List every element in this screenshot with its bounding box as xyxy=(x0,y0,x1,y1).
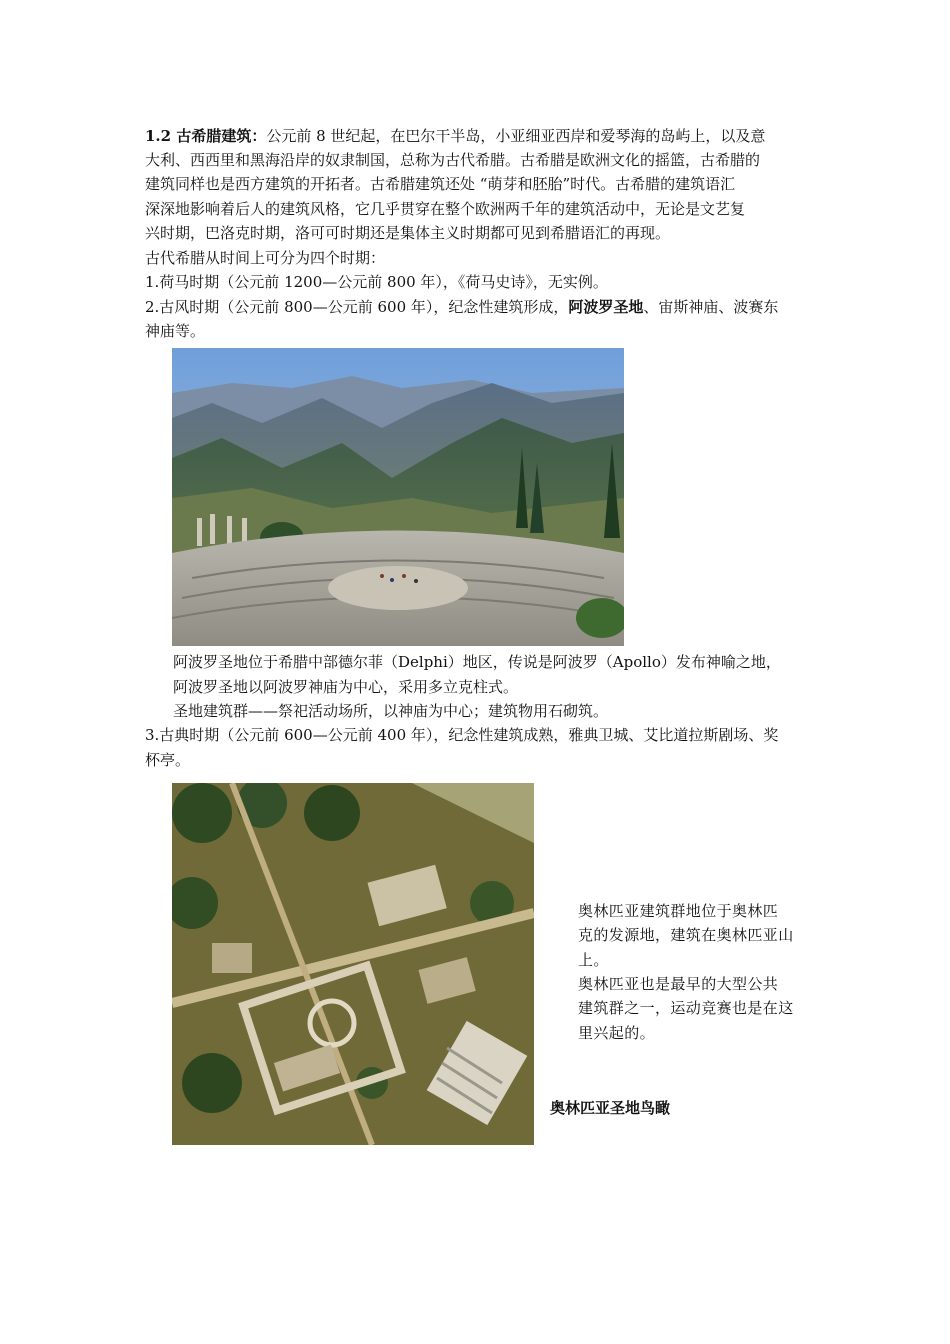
period-2-line-1: 2.古风时期（公元前 800—公元前 600 年），纪念性建筑形成，阿波罗圣地、宙斯神庙、波赛东 xyxy=(145,298,779,316)
delphi-line-3: 圣地建筑群——祭祀活动场所，以神庙为中心；建筑物用石砌筑。 xyxy=(173,702,609,720)
intro-line-3: 建筑同样也是西方建筑的开拓者。古希腊建筑还处 “萌芽和胚胎”时代。古希腊的建筑语汇 xyxy=(145,175,736,193)
delphi-theater-photo xyxy=(172,348,624,646)
period-3-line-2: 杯亭。 xyxy=(145,751,191,769)
period-1: 1.荷马时期（公元前 1200—公元前 800 年），《荷马史诗》，无实例。 xyxy=(145,273,608,291)
intro-line-2: 大利、西西里和黑海沿岸的奴隶制国，总称为古代希腊。古希腊是欧洲文化的摇篮，古希腊的 xyxy=(145,151,761,169)
delphi-line-2: 阿波罗圣地以阿波罗神庙为中心，采用多立克柱式。 xyxy=(173,678,519,696)
delphi-line-1: 阿波罗圣地位于希腊中部德尔菲（Delphi）地区，传说是阿波罗（Apollo）发布神喻之地， xyxy=(173,653,781,671)
section-heading: 1.2 古希腊建筑： xyxy=(145,127,267,145)
delphi-theater-illustration xyxy=(172,348,624,646)
periods-intro: 古代希腊从时间上可分为四个时期： xyxy=(145,249,386,267)
olympia-line-5: 建筑群之一，运动竞赛也是在这 xyxy=(578,999,794,1017)
olympia-line-2: 克的发源地，建筑在奥林匹亚山 xyxy=(578,926,794,944)
olympia-aerial-illustration xyxy=(172,783,534,1145)
apollo-sanctuary-highlight: 阿波罗圣地 xyxy=(568,298,644,316)
olympia-line-3: 上。 xyxy=(578,951,609,969)
intro-line-1: 1.2 古希腊建筑：公元前 8 世纪起，在巴尔干半岛，小亚细亚西岸和爱琴海的岛屿上，以及意 xyxy=(145,127,766,145)
intro-line-4: 深深地影响着后人的建筑风格，它几乎贯穿在整个欧洲两千年的建筑活动中，无论是文艺复 xyxy=(145,200,746,218)
olympia-photo-caption: 奥林匹亚圣地鸟瞰 xyxy=(550,1099,671,1117)
olympia-line-6: 里兴起的。 xyxy=(578,1024,656,1042)
period-3-line-1: 3.古典时期（公元前 600—公元前 400 年），纪念性建筑成熟，雅典卫城、艾比道拉斯剧场、奖 xyxy=(145,726,779,744)
olympia-aerial-photo xyxy=(172,783,534,1145)
olympia-line-1: 奥林匹亚建筑群地位于奥林匹 xyxy=(578,902,779,920)
intro-line-5: 兴时期，巴洛克时期，洛可可时期还是集体主义时期都可见到希腊语汇的再现。 xyxy=(145,224,671,242)
period-2-line-2: 神庙等。 xyxy=(145,322,206,340)
olympia-line-4: 奥林匹亚也是最早的大型公共 xyxy=(578,975,779,993)
